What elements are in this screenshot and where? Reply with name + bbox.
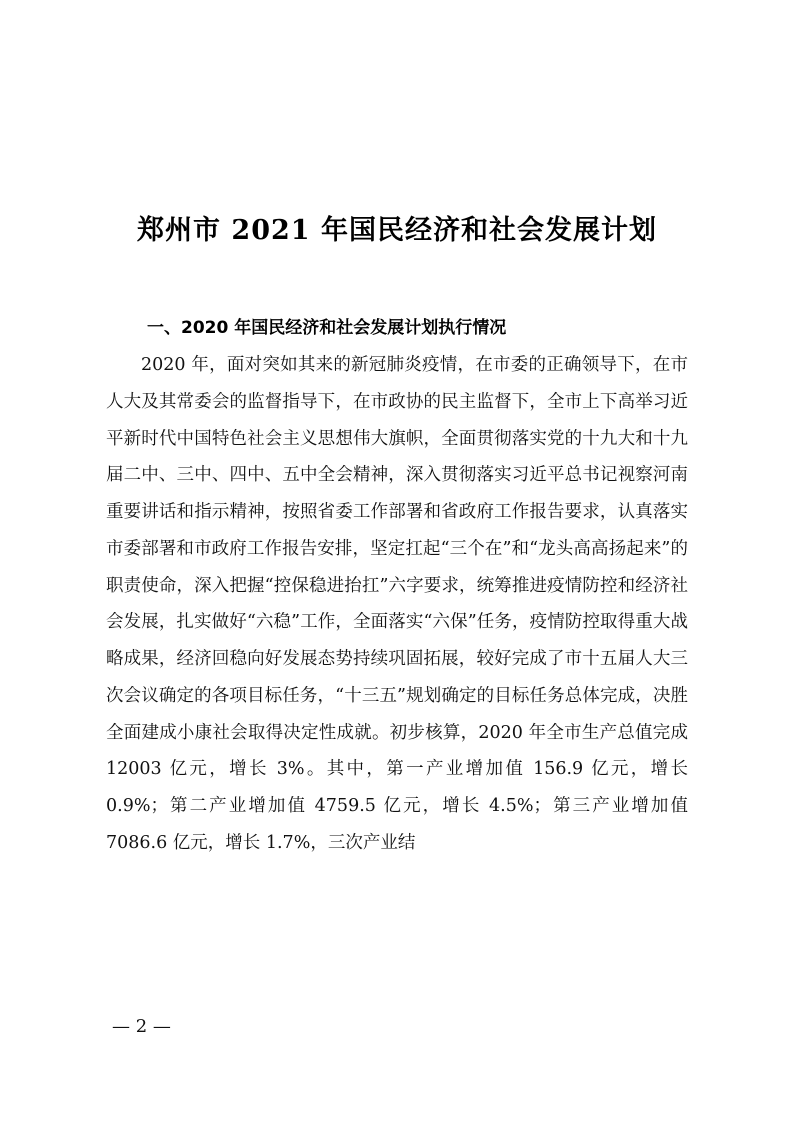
document-title: 郑州市 2021 年国民经济和社会发展计划 <box>137 215 657 246</box>
section-heading: 一、2020 年国民经济和社会发展计划执行情况 <box>147 318 507 338</box>
page-number: — 2 — <box>112 1016 171 1037</box>
body-paragraph: 2020 年，面对突如其来的新冠肺炎疫情，在市委的正确领导下，在市人大及其常委会的监督指导下，在市政协的民主监督下，全市上下高举习近平新时代中国特色社会主义思想伟大旗帜，全面贯彻落实党的十九大和十九届二中、三中、四中、五中全会精神，深入贯彻落实习近平总书记视察河南重要讲话和指示精神，按照省委工作部署和省政府工作报告要求，认真落实市委部署和市政府工作报告安排，坚定扛起“三个在”和“龙头高高扬起来”的职责使命，深入把握“控保稳进抬扛”六字要求，统筹推进疫情防控和经济社会发展，扎实做好“六稳”工作，全面落实“六保”任务，疫情防控取得重大战略成果，经济回稳向好发展态势持续巩固拓展，较好完成了市十五届人大三次会议确定的各项目标任务，“十三五”规划确定的目标任务总体完成，决胜全面建成小康社会取得决定性成就。初步核算，2020 年全市生产总值完成 12003 亿元，增长 3%。其中，第一产业增加值 156.9 亿元，增长 0.9%；第二产业增加值 4759.5 亿元，增长 4.5%；第三产业增加值 7086.6 亿元，增长 1.7%，三次产业结 <box>106 355 688 853</box>
